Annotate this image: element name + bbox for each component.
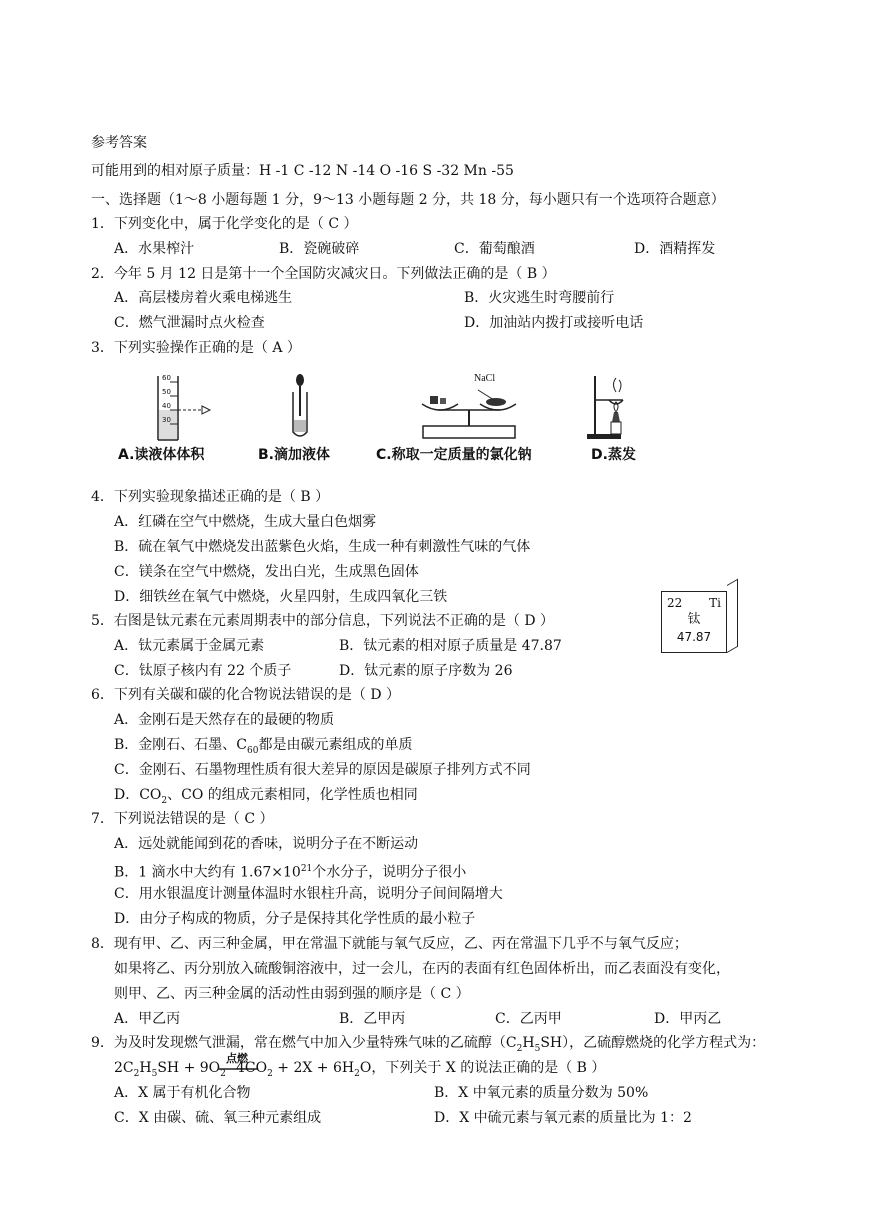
fig-label-c: C.称取一定质量的氯化钠 (376, 447, 532, 463)
tick-50: 50 (162, 388, 171, 396)
cylinder-reading-figure (140, 372, 220, 442)
q6-stem: 6．下列有关碳和碳的化合物说法错误的是（ D ） (91, 687, 401, 703)
q2-option-b: B．火灾逃生时弯腰前行 (464, 290, 615, 306)
q9-equation-left: $2C_2H_5SH + 9O_2$ (114, 1060, 226, 1079)
evaporation-figure (585, 372, 645, 442)
q9-option-d: D．X 中硫元素与氧元素的质量比为 1：2 (434, 1110, 692, 1126)
q9-stem: 9．为及时发现燃气泄漏，常在燃气中加入少量特殊气味的乙硫醇$(C_2H_5SH)$，乙硫醇燃烧的化学方程式为： (91, 1035, 766, 1054)
fig-label-d: D.蒸发 (591, 447, 636, 463)
q9-equation-right: $4CO_2 + 2X + 6H_2O$，下列关于 X 的说法正确的是（ B ） (236, 1060, 606, 1079)
q7-option-a: A．远处就能闻到花的香味，说明分子在不断运动 (114, 836, 419, 852)
q2-stem: 2．今年 5 月 12 日是第十一个全国防灾减灾日。下列做法正确的是（ B ） (91, 266, 556, 282)
element-box-side (727, 579, 738, 653)
q3-stem: 3．下列实验操作正确的是（ A ） (91, 340, 301, 356)
q5-option-d: D．钛元素的原子序数为 26 (339, 663, 513, 679)
q1-option-b: B．瓷碗破碎 (279, 241, 360, 257)
q6-option-c: C．金刚石、石墨物理性质有很大差异的原因是碳原子排列方式不同 (114, 762, 531, 778)
nacl-label: NaCl (474, 373, 496, 384)
q2-option-a: A．高层楼房着火乘电梯逃生 (114, 290, 293, 306)
q2-option-c: C．燃气泄漏时点火检查 (114, 315, 265, 331)
q8-stem-line2: 如果将乙、丙分别放入硫酸铜溶液中，过一会儿，在丙的表面有红色固体析出，而乙表面没有变化， (114, 961, 730, 977)
q8-option-a: A．甲乙丙 (114, 1011, 181, 1027)
q8-option-b: B．乙甲丙 (339, 1011, 406, 1027)
dropper-figure (285, 372, 315, 442)
element-symbol: Ti (709, 596, 721, 610)
element-number: 22 (667, 596, 683, 610)
q8-stem-line3: 则甲、乙、丙三种金属的活动性由弱到强的顺序是（ C ） (114, 986, 470, 1002)
tick-60: 60 (162, 374, 171, 382)
q9-option-a: A．X 属于有机化合物 (114, 1085, 251, 1101)
q1-stem: 1．下列变化中，属于化学变化的是（ C ） (91, 216, 358, 232)
q9-option-b: B．X 中氧元素的质量分数为 50% (434, 1085, 649, 1101)
q1-option-d: D．酒精挥发 (634, 241, 716, 257)
q4-option-d: D．细铁丝在氧气中燃烧，火星四射，生成四氧化三铁 (114, 589, 448, 605)
q7-stem: 7．下列说法错误的是（ C ） (91, 811, 274, 827)
element-mass: 47.87 (676, 630, 712, 644)
q5-option-a: A．钛元素属于金属元素 (114, 638, 265, 654)
q7-option-c: C．用水银温度计测量体温时水银柱升高，说明分子间间隔增大 (114, 886, 503, 902)
element-name: 钛 (687, 612, 701, 627)
fig-label-b: B.滴加液体 (258, 447, 330, 463)
q6-option-b: B．金刚石、石墨、$C_{60}$都是由碳元素组成的单质 (114, 737, 413, 756)
q2-option-d: D．加油站内拨打或接听电话 (464, 315, 644, 331)
tick-30: 30 (162, 416, 171, 424)
q9-option-c: C．X 由碳、硫、氧三种元素组成 (114, 1110, 322, 1126)
q6-option-a: A．金刚石是天然存在的最硬的物质 (114, 712, 335, 728)
section-heading: 一、选择题（1～8 小题每题 1 分，9～13 小题每题 2 分，共 18 分，每小题只有一个选项符合题意） (91, 192, 725, 208)
q4-stem: 4．下列实验现象描述正确的是（ B ） (91, 489, 330, 505)
page-title: 参考答案 (91, 135, 147, 151)
q7-option-b: B．1 滴水中大约有 $1.67\times 10^{21}$个水分子，说明分子很小 (114, 864, 467, 881)
fig-label-a: A.读液体体积 (118, 447, 205, 463)
q7-option-d: D．由分子构成的物质，分子是保持其化学性质的最小粒子 (114, 911, 476, 927)
q1-option-c: C．葡萄酿酒 (454, 241, 535, 257)
q5-stem: 5．右图是钛元素在元素周期表中的部分信息，下列说法不正确的是（ D ） (91, 613, 555, 629)
q1-option-a: A．水果榨汁 (114, 241, 195, 257)
q4-option-a: A．红磷在空气中燃烧，生成大量白色烟雾 (114, 514, 377, 530)
q5-option-c: C．钛原子核内有 22 个质子 (114, 663, 292, 679)
element-box (661, 591, 727, 653)
q5-option-b: B．钛元素的相对原子质量是 47.87 (339, 638, 562, 654)
atomic-mass-note: 可能用到的相对原子质量：H -1 C -12 N -14 O -16 S -32 Mn -55 (91, 163, 514, 179)
q4-option-c: C．镁条在空气中燃烧，发出白光，生成黑色固体 (114, 564, 419, 580)
q8-option-c: C．乙丙甲 (495, 1011, 562, 1027)
q8-stem: 8．现有甲、乙、丙三种金属，甲在常温下就能与氧气反应，乙、丙在常温下几乎不与氧气反应； (91, 936, 688, 952)
q4-option-b: B．硫在氧气中燃烧发出蓝紫色火焰，生成一种有刺激性气味的气体 (114, 539, 531, 555)
tick-40: 40 (162, 402, 171, 410)
q8-option-d: D．甲丙乙 (654, 1011, 722, 1027)
q6-option-d: D．$CO_2$、CO 的组成元素相同，化学性质也相同 (114, 787, 418, 806)
reaction-condition: 点燃 (226, 1052, 248, 1065)
balance-figure (408, 372, 528, 442)
